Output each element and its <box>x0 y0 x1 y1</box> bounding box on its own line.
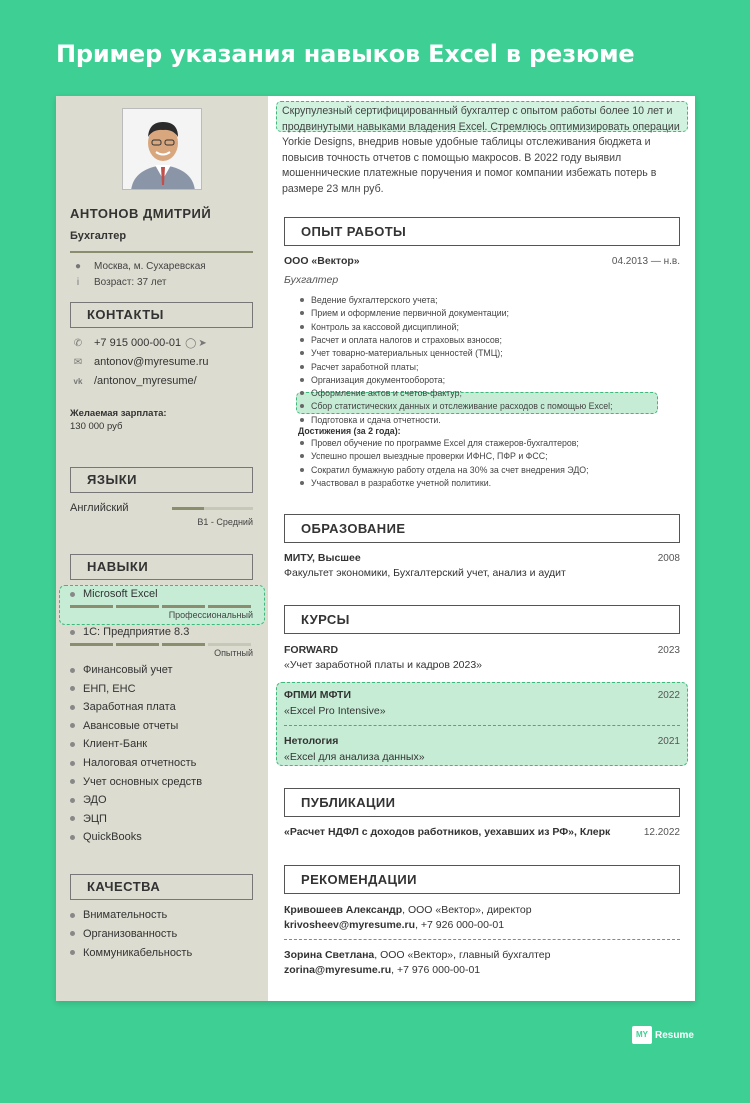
phone-row: ✆ +7 915 000-00-01 ◯ ➤ <box>70 337 207 349</box>
company-name: ООО «Вектор» <box>284 255 360 267</box>
position: Бухгалтер <box>284 274 339 286</box>
qualities-heading: КАЧЕСТВА <box>70 874 253 900</box>
myresume-logo: MY Resume <box>632 1026 694 1044</box>
skills-heading: НАВЫКИ <box>70 554 253 580</box>
list-item: Внимательность <box>70 909 167 921</box>
bullet-icon <box>300 454 304 458</box>
list-item: Расчет и оплата налогов и страховых взносов; <box>300 335 502 345</box>
list-item: Авансовые отчеты <box>70 720 178 732</box>
skill-level-bar <box>70 643 251 646</box>
list-item: Коммуникабельность <box>70 947 192 959</box>
list-item: Сбор статистических данных и отслеживание расходов с помощью Excel; <box>300 401 613 411</box>
language-name: Английский <box>70 502 129 514</box>
list-item: Налоговая отчетность <box>70 757 196 769</box>
bullet-icon <box>300 298 304 302</box>
course-year: 2023 <box>657 645 680 656</box>
skill-level: Профессиональный <box>168 610 253 620</box>
bullet-icon <box>300 351 304 355</box>
bullet-icon <box>300 468 304 472</box>
divider <box>70 251 253 253</box>
page-title: Пример указания навыков Excel в резюме <box>56 40 635 68</box>
course-org: Нетология <box>284 735 339 747</box>
salary-value: 130 000 руб <box>70 421 123 432</box>
bullet-icon <box>300 325 304 329</box>
vk-link[interactable]: /antonov_myresume/ <box>94 375 197 387</box>
education-heading: ОБРАЗОВАНИЕ <box>284 514 680 543</box>
list-item: Ведение бухгалтерского учета; <box>300 295 438 305</box>
salary-label: Желаемая зарплата: <box>70 408 167 419</box>
course-separator <box>284 725 680 726</box>
bullet-icon <box>70 761 75 766</box>
age-row: i Возраст: 37 лет <box>70 277 167 288</box>
bullet-icon <box>300 481 304 485</box>
bullet-icon <box>70 723 75 728</box>
bullet-icon <box>300 365 304 369</box>
course-title: «Excel Pro Intensive» <box>284 705 386 717</box>
publication-date: 12.2022 <box>643 827 680 838</box>
recommender: Кривошеев Александр, ООО «Вектор», директор <box>284 904 532 916</box>
list-item: Подготовка и сдача отчетности. <box>300 415 441 425</box>
bullet-icon <box>70 835 75 840</box>
bullet-icon <box>70 705 75 710</box>
courses-heading: КУРСЫ <box>284 605 680 634</box>
bullet-icon <box>70 913 75 918</box>
list-item: Учет основных средств <box>70 776 202 788</box>
list-item: Успешно прошел выездные проверки ИФНС, ПФР и ФСС; <box>300 451 548 461</box>
list-item: Провел обучение по программе Excel для стажеров-бухгалтеров; <box>300 438 579 448</box>
bullet-icon <box>300 391 304 395</box>
language-level-bar <box>172 507 253 510</box>
list-item: Организованность <box>70 928 177 940</box>
resume-sheet <box>56 96 695 1001</box>
bullet-icon <box>300 441 304 445</box>
list-item: ЭДО <box>70 794 107 806</box>
recommendations-heading: РЕКОМЕНДАЦИИ <box>284 865 680 894</box>
list-item: ЭЦП <box>70 813 107 825</box>
publication-title: «Расчет НДФЛ с доходов работников, уехавших из РФ», Клерк <box>284 826 611 838</box>
recommender-contact: krivosheev@myresume.ru, +7 926 000-00-01 <box>284 919 505 931</box>
envelope-icon: ✉ <box>73 356 83 368</box>
list-item: Заработная плата <box>70 701 176 713</box>
publications-heading: ПУБЛИКАЦИИ <box>284 788 680 817</box>
course-org: ФПМИ МФТИ <box>284 689 351 701</box>
info-icon: i <box>76 277 80 288</box>
list-item: Прием и оформление первичной документации; <box>300 308 509 318</box>
telegram-icon: ➤ <box>198 337 207 349</box>
bullet-icon <box>70 931 75 936</box>
recommender-contact: zorina@myresume.ru, +7 976 000-00-01 <box>284 964 481 976</box>
education-name: МИТУ, Высшее <box>284 552 361 564</box>
education-desc: Факультет экономики, Бухгалтерский учет, анализ и аудит <box>284 567 566 579</box>
candidate-name: АНТОНОВ ДМИТРИЙ <box>70 206 212 221</box>
vk-icon: vk <box>73 376 83 386</box>
avatar <box>122 108 202 190</box>
list-item: Организация документооборота; <box>300 375 445 385</box>
skill-item: Microsoft Excel <box>70 588 158 600</box>
sidebar <box>56 96 268 1001</box>
bullet-icon <box>70 668 75 673</box>
skill-level: Опытный <box>214 648 253 658</box>
email-row <box>70 356 209 368</box>
list-item: QuickBooks <box>70 831 142 843</box>
list-item: ЕНП, ЕНС <box>70 683 136 695</box>
list-item: Сократил бумажную работу отдела на 30% за счет внедрения ЭДО; <box>300 465 589 475</box>
summary-text: Скрупулезный сертифицированный бухгалтер с опытом работы более 10 лет и продвинутыми навыками владения Excel. Стремлюсь оптимизировать операции Yorkie Designs, внедрив новые удобные таблицы отслеживания бюджета и повысив точность отчетов с помощью макросов. В 2022 году выявил мошеннические платежные поручения и помог компании избежать потерь в размере 23 млн руб. <box>282 105 680 195</box>
bullet-icon <box>70 742 75 747</box>
vk-row <box>70 375 197 387</box>
work-period: 04.2013 — н.в. <box>611 256 680 267</box>
list-item: Клиент-Банк <box>70 738 147 750</box>
language-level: B1 - Средний <box>197 517 253 527</box>
languages-heading: ЯЗЫКИ <box>70 467 253 493</box>
course-org: FORWARD <box>284 644 339 656</box>
bullet-icon <box>70 779 75 784</box>
phone-icon: ✆ <box>73 337 83 349</box>
list-item: Оформление актов и счетов-фактур; <box>300 388 462 398</box>
course-year: 2021 <box>657 736 680 747</box>
bullet-icon <box>70 816 75 821</box>
candidate-job: Бухгалтер <box>70 230 127 242</box>
recommendation-separator <box>284 939 680 940</box>
bullet-icon <box>300 404 304 408</box>
bullet-icon <box>300 418 304 422</box>
location-row: ● Москва, м. Сухаревская <box>70 261 206 272</box>
achievements-title: Достижения (за 2 года): <box>298 426 401 436</box>
contacts-heading: КОНТАКТЫ <box>70 302 253 328</box>
main-column <box>268 96 695 1001</box>
list-item: Участвовал в разработке учетной политики. <box>300 478 491 488</box>
list-item: Финансовый учет <box>70 664 173 676</box>
bullet-icon <box>300 338 304 342</box>
skill-item: 1С: Предприятие 8.3 <box>70 626 189 638</box>
course-year: 2022 <box>657 690 680 701</box>
bullet-icon <box>70 950 75 955</box>
email-link[interactable]: antonov@myresume.ru <box>94 356 209 368</box>
bullet-icon <box>300 311 304 315</box>
list-item: Контроль за кассовой дисциплиной; <box>300 322 459 332</box>
course-title: «Учет заработной платы и кадров 2023» <box>284 659 483 671</box>
education-year: 2008 <box>657 553 680 564</box>
whatsapp-icon: ◯ <box>185 337 197 349</box>
bullet-icon <box>70 686 75 691</box>
recommender: Зорина Светлана, ООО «Вектор», главный бухгалтер <box>284 949 551 961</box>
list-item: Расчет заработной платы; <box>300 362 418 372</box>
bullet-icon <box>70 798 75 803</box>
experience-heading: ОПЫТ РАБОТЫ <box>284 217 680 246</box>
course-title: «Excel для анализа данных» <box>284 751 425 763</box>
skill-level-bar <box>70 605 251 608</box>
list-item: Учет товарно-материальных ценностей (ТМЦ); <box>300 348 503 358</box>
bullet-icon <box>300 378 304 382</box>
location-pin-icon: ● <box>74 261 82 272</box>
